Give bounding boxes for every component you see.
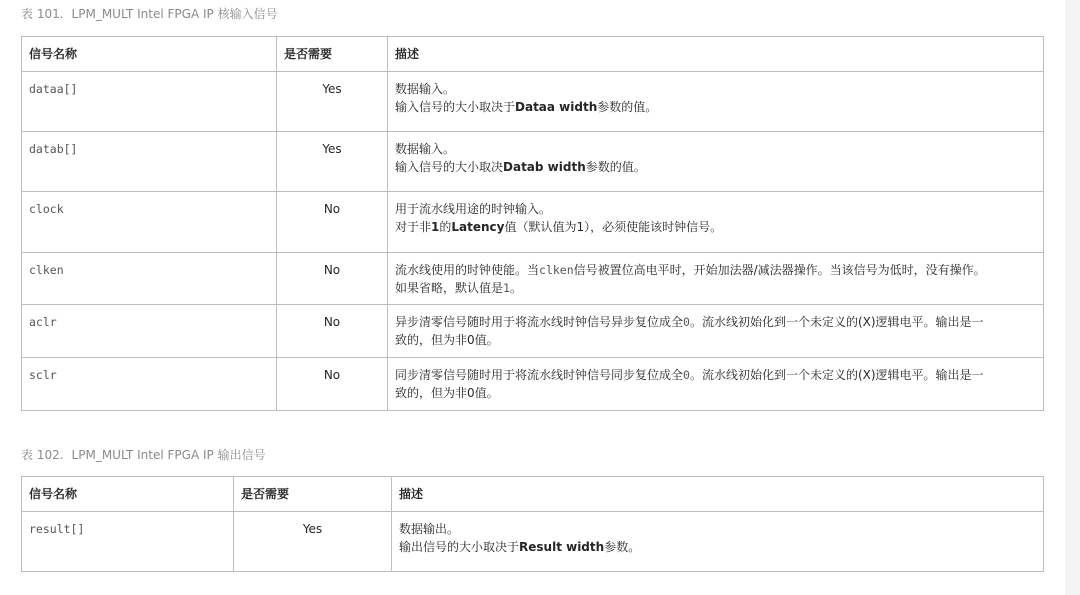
- description-line: 数据输出。: [399, 522, 460, 536]
- table-row: [22, 192, 1044, 253]
- required-cell: Yes: [277, 72, 388, 132]
- signal-name-cell: sclr: [22, 358, 277, 411]
- description-text: 同步清零信号随时用于将流水线时钟信号同步复位成全: [395, 368, 684, 382]
- description-line: [395, 261, 1036, 279]
- code-text: 0: [683, 368, 690, 382]
- parameter-name: Latency: [451, 220, 505, 234]
- parameter-name: Datab width: [503, 160, 586, 174]
- table-102-caption-number: 表 102.: [21, 448, 64, 462]
- code-text: clken: [539, 263, 574, 277]
- description-text: 输入信号的大小取决: [395, 160, 504, 174]
- table-101-caption: [21, 5, 278, 22]
- required-cell: No: [277, 192, 388, 253]
- required-cell: No: [277, 253, 388, 305]
- description-text: 值（默认值为1），必须使能该时钟信号。: [504, 220, 723, 234]
- code-text: 0: [683, 315, 690, 329]
- description-cell: [392, 512, 1044, 572]
- table-102-caption-text: LPM_MULT Intel FPGA IP 输出信号: [71, 448, 266, 462]
- header-required: 是否需要: [234, 477, 392, 512]
- signal-name-cell: dataa[]: [22, 72, 277, 132]
- description-text: 。流水线初始化到一个未定义的(X)逻辑电平。输出是一: [689, 315, 984, 329]
- signal-name-cell: datab[]: [22, 132, 277, 192]
- description-text: 参数。: [604, 540, 641, 554]
- description-text: 的: [439, 220, 452, 234]
- output-signals-table: [21, 476, 1044, 572]
- description-text: 。: [509, 281, 522, 295]
- table-row: [22, 358, 1044, 411]
- description-text: 异步清零信号随时用于将流水线时钟信号异步复位成全: [395, 315, 684, 329]
- description-line: [395, 218, 1036, 236]
- description-text: 参数的值。: [597, 100, 658, 114]
- code-text: 1: [503, 281, 510, 295]
- header-signal-name: 信号名称: [22, 37, 277, 72]
- description-text: 输入信号的大小取决于: [395, 100, 516, 114]
- parameter-value: 1: [431, 220, 440, 234]
- description-text: 流水线使用的时钟使能。当: [395, 263, 540, 277]
- description-cell: [388, 305, 1044, 358]
- signal-name-cell: clken: [22, 253, 277, 305]
- signal-name-cell: clock: [22, 192, 277, 253]
- description-line: 致的，但为非0值。: [395, 386, 499, 400]
- description-text: 。流水线初始化到一个未定义的(X)逻辑电平。输出是一: [689, 368, 984, 382]
- table-101-caption-text: LPM_MULT Intel FPGA IP 核输入信号: [71, 7, 278, 21]
- table-header-row: [22, 37, 1044, 72]
- header-required: 是否需要: [277, 37, 388, 72]
- signal-name-cell: aclr: [22, 305, 277, 358]
- description-text: 对于非: [395, 220, 432, 234]
- header-description: 描述: [388, 37, 1044, 72]
- table-header-row: [22, 477, 1044, 512]
- description-text: 参数的值。: [585, 160, 646, 174]
- description-line: 用于流水线用途的时钟输入。: [395, 202, 552, 216]
- required-cell: Yes: [234, 512, 392, 572]
- description-cell: [388, 192, 1044, 253]
- description-cell: [388, 72, 1044, 132]
- description-line: [395, 98, 1036, 116]
- description-text: 输出信号的大小取决于: [399, 540, 520, 554]
- description-line: [399, 538, 1036, 556]
- parameter-name: Result width: [519, 540, 605, 554]
- required-cell: No: [277, 358, 388, 411]
- description-line: 数据输入。: [395, 82, 456, 96]
- description-line: [395, 313, 1036, 331]
- table-102-caption: [21, 446, 266, 463]
- table-row: [22, 305, 1044, 358]
- description-text: 信号被置位高电平时，开始加法器/减法器操作。当该信号为低时，没有操作。: [573, 263, 986, 277]
- table-row: [22, 512, 1044, 572]
- description-line: 致的，但为非0值。: [395, 333, 499, 347]
- header-signal-name: 信号名称: [22, 477, 234, 512]
- table-101-caption-number: 表 101.: [21, 7, 64, 21]
- required-cell: No: [277, 305, 388, 358]
- page-scrollbar[interactable]: [1065, 0, 1080, 595]
- description-cell: [388, 253, 1044, 305]
- description-line: 数据输入。: [395, 142, 456, 156]
- parameter-name: Dataa width: [515, 100, 598, 114]
- signal-name-cell: result[]: [22, 512, 234, 572]
- description-line: [395, 366, 1036, 384]
- description-line: [395, 158, 1036, 176]
- table-row: [22, 132, 1044, 192]
- description-text: 如果省略，默认值是: [395, 281, 504, 295]
- description-cell: [388, 132, 1044, 192]
- description-line: [395, 279, 1036, 297]
- input-signals-table: [21, 36, 1044, 411]
- description-cell: [388, 358, 1044, 411]
- table-row: [22, 72, 1044, 132]
- header-description: 描述: [392, 477, 1044, 512]
- required-cell: Yes: [277, 132, 388, 192]
- table-row: [22, 253, 1044, 305]
